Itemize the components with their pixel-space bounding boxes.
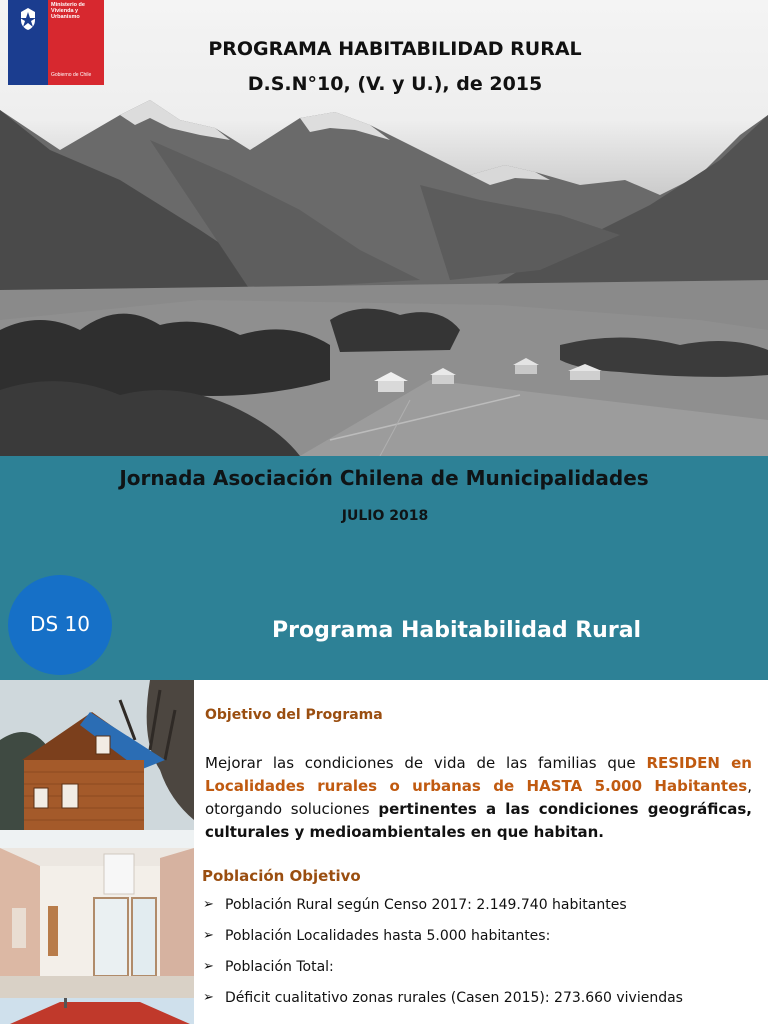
government-name: Gobierno de Chile [51,72,92,78]
event-title: Jornada Asociación Chilena de Municipalidades [119,466,649,490]
ministry-name: Ministerio de Vivienda y Urbanismo [51,2,85,20]
list-item-text: Déficit cualitativo zonas rurales (Casen 2015): 273.660 viviendas [225,990,683,1006]
program-title: PROGRAMA HABITABILIDAD RURAL [208,38,582,60]
list-item [203,987,763,1018]
wooden-house-photo [0,680,194,848]
arrow-bullet-icon: ➢ [203,990,214,1005]
list-item [203,925,763,956]
event-slide [0,456,768,680]
objective-heading: Objetivo del Programa [205,707,383,723]
mountain-landscape-photo [0,0,768,456]
coat-of-arms-icon [13,6,43,32]
objective-bold-text: pertinentes a las condiciones geográficas, culturales y medioambientales en que habitan. [205,800,752,841]
arrow-bullet-icon: ➢ [203,897,214,912]
house-interior-photo [0,848,194,998]
population-list [203,894,763,1018]
badge-label: DS 10 [30,612,90,636]
list-item [203,956,763,987]
objective-slide [0,680,768,1024]
list-item-text: Población Localidades hasta 5.000 habitantes: [225,928,551,944]
section-title: Programa Habitabilidad Rural [272,618,642,643]
red-roof-house-photo [0,998,194,1024]
government-logo [8,0,104,85]
ds10-badge [8,575,112,675]
decree-title: D.S.N°10, (V. y U.), de 2015 [247,73,543,95]
objective-text: , otorgando soluciones [205,777,752,818]
list-item-text: Población Rural según Censo 2017: 2.149.740 habitantes [225,897,627,913]
objective-paragraph [205,752,752,844]
title-slide [0,0,768,456]
list-item-text: Población Total: [225,959,334,975]
event-date: JULIO 2018 [341,508,429,524]
objective-text: Mejorar las condiciones de vida de las familias que [205,754,647,772]
arrow-bullet-icon: ➢ [203,928,214,943]
list-item [203,894,763,925]
population-heading: Población Objetivo [202,867,361,885]
objective-highlight: RESIDEN en Localidades rurales o urbanas de HASTA 5.000 Habitantes [205,754,752,795]
arrow-bullet-icon: ➢ [203,959,214,974]
